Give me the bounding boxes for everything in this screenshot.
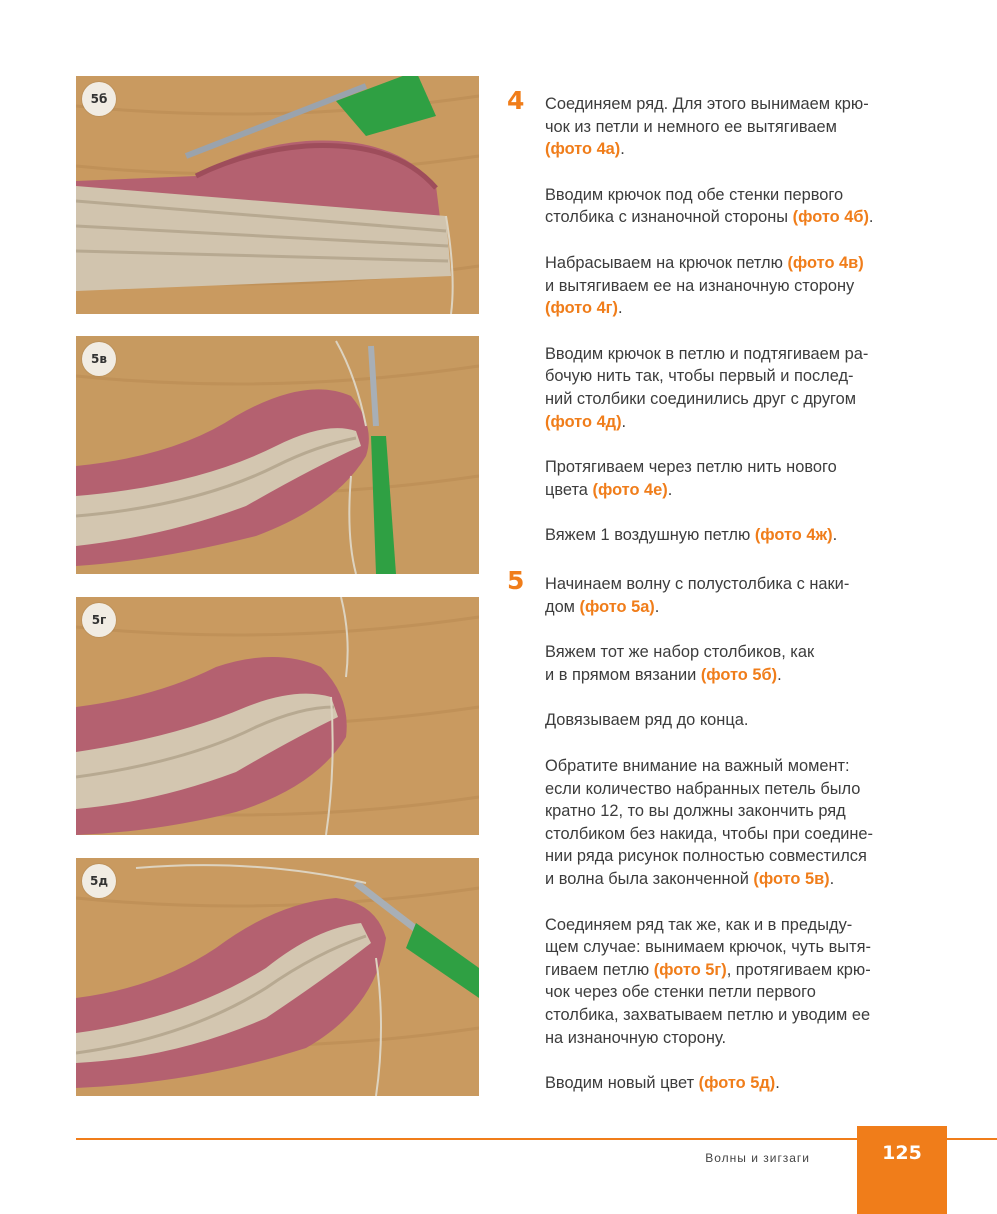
step-4-paragraph: Вводим крючок в петлю и подтягиваем ра- бочую нить так, чтобы первый и послед- ний столбики соединились друг с другом (фото 4д). — [545, 344, 869, 431]
step-5-text — [545, 573, 925, 1118]
photo-5v — [76, 336, 479, 574]
page-number-box — [857, 1126, 947, 1214]
step-5-paragraph: Вводим новый цвет (фото 5д). — [545, 1074, 780, 1093]
photo-reference: (фото 4а) — [545, 140, 621, 159]
step-4-paragraph: Вводим крючок под обе стенки первого столбика с изнаночной стороны (фото 4б). — [545, 185, 874, 227]
photo-label-badge: 5б — [82, 82, 116, 116]
step-4-paragraph: Вяжем 1 воздушную петлю (фото 4ж). — [545, 526, 838, 545]
step-4-text — [545, 93, 925, 570]
photo-reference: (фото 4в) — [787, 253, 864, 272]
photo-reference: (фото 4е) — [592, 480, 668, 499]
step-4-number: 4 — [507, 86, 525, 115]
photo-5b — [76, 76, 479, 314]
step-5-paragraph: Вяжем тот же набор столбиков, как и в прямом вязании (фото 5б). — [545, 643, 815, 684]
crochet-photo-image — [76, 597, 479, 835]
photo-reference: (фото 5д) — [698, 1074, 776, 1093]
photo-reference: (фото 4б) — [792, 208, 869, 227]
step-5-paragraph: Соединяем ряд так же, как и в предыду- щем случае: вынимаем крючок, чуть вытя- гиваем петлю (фото 5г), протягиваем крю- чок через обе стенки петли первого столбика, захватываем петлю и уводим ее на изнаночную сторону. — [545, 915, 871, 1047]
photo-reference: (фото 5б) — [700, 665, 778, 684]
photo-label-badge: 5г — [82, 603, 116, 637]
photo-reference: (фото 5г) — [653, 960, 727, 979]
step-5-paragraph: Обратите внимание на важный момент: если количество набранных петель было кратно 12, то вы должны закончить ряд столбиком без накида, чтобы при соедине- нии ряда рисунок полностью совместился и волна была законченной (фото 5в). — [545, 756, 873, 888]
photo-reference: (фото 4ж) — [754, 526, 833, 545]
photo-reference: (фото 5а) — [579, 597, 655, 616]
page-number: 125 — [882, 1142, 922, 1164]
crochet-photo-image — [76, 76, 479, 314]
photo-5g — [76, 597, 479, 835]
crochet-photo-image — [76, 858, 479, 1096]
crochet-photo-image — [76, 336, 479, 574]
photo-5d — [76, 858, 479, 1096]
footer-section-title: Волны и зигзаги — [705, 1151, 810, 1165]
photo-reference: (фото 4д) — [545, 412, 622, 431]
step-4-paragraph: Соединяем ряд. Для этого вынимаем крю- чок из петли и немного ее вытягиваем (фото 4а). — [545, 95, 869, 159]
step-4-paragraph: Набрасываем на крючок петлю (фото 4в) и вытягиваем ее на изнаночную сторону (фото 4г). — [545, 253, 864, 318]
step-5-paragraph: Довязываем ряд до конца. — [545, 711, 749, 730]
photo-label-badge: 5в — [82, 342, 116, 376]
photo-label-badge: 5д — [82, 864, 116, 898]
step-5-number: 5 — [507, 566, 525, 595]
step-4-paragraph: Протягиваем через петлю нить нового цвета (фото 4е). — [545, 458, 837, 499]
step-5-paragraph: Начинаем волну с полустолбика с наки- дом (фото 5а). — [545, 575, 850, 616]
photo-reference: (фото 4г) — [545, 299, 618, 318]
photo-reference: (фото 5в) — [753, 869, 830, 888]
